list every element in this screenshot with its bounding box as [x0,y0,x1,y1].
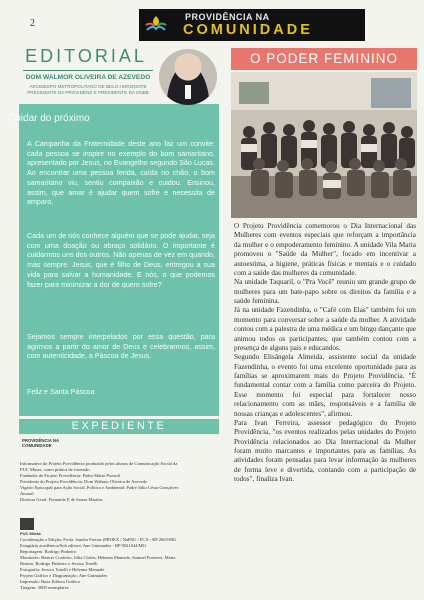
article-paragraph: Segundo Elisângela Almeida, assistente social da unidade Fazendinha, o evento foi uma excelente oportunidade para as famílias se aproximarem mais do Projeto Providência. "É fundamental contar com a família como parceira do Projeto. Esse momento foi especial para fortalecer nosso relacionamento com as mães, responsáveis e a família de nossas crianças e adolescentes", afirmou. [234,353,416,418]
expediente-logo-line2: COMUNIDADE [22,443,52,448]
credit-line: Monitores: Beatriz Cordeiro, Júlia Côrtes, Helenna Manuale, Samuel Prazeres, Maria [20,555,176,561]
expediente-logo [22,438,62,448]
group-photo [231,72,417,218]
page-number: 2 [30,18,35,29]
credit-line: Fotografia: Jessica Tonelli e Helenna Manuale [20,567,105,573]
editorial-title: EDITORIAL [25,46,147,66]
credit-line: Diretora Geral: Fernanda E de Souza Martins [20,497,103,503]
editorial-divider [23,70,153,71]
credit-line: Impressão: Buzz Editora Gráfica [20,579,80,585]
expediente-credits-secondary [20,537,220,591]
editorial-role-line2: PRESIDENTE DA PROVIDÊNS E PRESIDENTE DA CNBB [27,90,149,95]
article-title: O PODER FEMININO [231,48,417,70]
editorial-paragraph: Cada um de nós conhece alguém que se pode ajudar, seja com uma doação ou abraço solidário. O importante é cuidarmos uns dos outros. Não apenas de vez em quando, mas sempre. Jesus, que é filho de Deus, entregou a sua vida para salvar a humanidade. E nós, o que podemos fazer para minimizar a dor de quem sofre? [27,232,215,289]
editorial-paragraph: A Campanha da Fraternidade deste ano faz um convite: cada pessoa se inspire no exemplo do bom samaritano, apresentado por Jesus, no Evangelho segundo São Lucas. Ao encontrar uma pessoa ferida, caída no chão, o bom samaritano viu, sentiu compaixão e cuidou. Ensinou, assim, que amar é ajudar quem sofre e necessita de amparo. [27,140,215,207]
author-portrait [159,49,217,105]
credit-line: Presidente do Projeto Providência: Dom Walmor Oliveira de Azevedo [20,479,148,485]
article-paragraph: O Projeto Providência comemorou o Dia Internacional das Mulheres com eventos especiais que reforçam a importância da mulher e o empoderamento feminino. A unidade Vila Maria promoveu o "Saúde da Mulher", focado em incentivar a autoestima, a higiene, práticas físicas e mentais e o cuidado com a saúde das mulheres da comunidade. [234,222,416,277]
credit-line: Beatriz, Rodrigo Pinheiro e Jessica Tonelli [20,561,98,567]
editorial-author-role [21,84,155,96]
credit-line: Informativo do Projeto Providência produzido pelos alunos de Comunicação Social da [20,461,178,466]
puc-label: PUC Minas [20,531,41,536]
editorial-signoff: Feliz e Santa Páscoa [27,388,95,396]
editorial-paragraph: Sejamos sempre interpelados por essa questão, para agirmos a partir do amor de Deus e celebrarmos, assim, com autenticidade, a Páscoa de Jesus. [27,333,215,361]
article-paragraph: Na unidade Taquaril, o "Pra Você" reuniu um grande grupo de mulheres para um bate-papo sobre os direitos da família e a saúde feminina. [234,278,416,305]
expediente-title: EXPEDIENTE [19,419,219,434]
masthead [139,9,365,41]
article-paragraph: Já na unidade Fazendinha, o "Café com Elas" também foi um momento para conversar sobre a saúde da mulher. A atividade contou com a palestra de uma médica e um bingo dançante que animou todos os participantes, que também contou com a presença de alguns pais e educandos. [234,306,416,352]
credit-line: Reportagem: Rodrigo Pinheiro [20,549,77,555]
editorial-heading: Cuidar do próximo [8,113,90,124]
credit-line: Projeto Gráfico e Diagramação: Ane Guimarães [20,573,108,579]
expediente-credits [20,461,220,503]
credit-line: Fundador do Projeto Providência: Padre Mário Pozzoli [20,473,121,479]
editorial-author: DOM WALMOR OLIVEIRA DE AZEVEDO [25,74,151,81]
page-header [8,6,418,40]
puc-logo-icon [20,518,34,530]
expediente-logo-line1: PROVIDÊNCIA NA [22,438,60,443]
credit-line: Amaral [20,491,34,497]
credit-line: Estagiária acadêmica/Sub editora: Ane Guimarães - RP 9021644/MG [20,543,146,549]
masthead-title: COMUNIDADE [183,22,313,38]
editorial-header [19,46,219,104]
editorial-role-line1: ARCEBISPO METROPOLITANO DE BELO HORIZONTE [29,84,147,89]
credit-line: Tiragem: 3000 exemplares [20,585,69,591]
credit-line: PUC Minas, como prática de extensão [20,467,90,473]
article-paragraph: Para Ivan Ferreira, assessor pedagógico do Projeto Providência, "os eventos realizados pelas unidades do Projeto Providência relacionados ao Dia Internacional da Mulher foram muito marcantes e importantes para as famílias. As atividades foram pensadas para levar informação às mulheres de forma leve e divertida, contando com a participação de todos", finaliza Ivan. [234,418,416,484]
credit-line: Coordenação e Edição: Profa. Sandra Freitas (PROEX / NaPSU / FCA - RP 2665/MG [20,537,177,542]
masthead-subtitle: PROVIDÊNCIA NA [185,12,270,22]
credit-line: Vigário Episcopal para Ação Social, Política e Ambiental: Padre Júlio César Gonçalves [20,485,179,491]
community-logo-icon [143,12,169,38]
article-body [234,222,416,485]
